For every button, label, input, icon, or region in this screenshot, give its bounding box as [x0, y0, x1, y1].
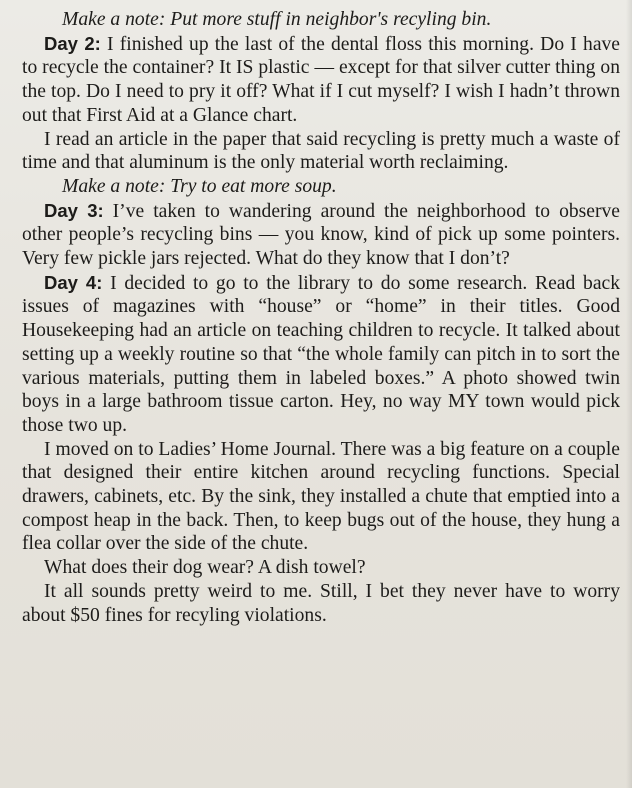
day-label: Day 4: — [44, 271, 103, 293]
entry-text: I finished up the last of the dental floss this morning. Do I have to recycle the container? It IS plastic — except for that silver cutter thing on the top. Do I need to pry it off? What if I cut myself? I wish I hadn’t thrown out that First Aid at a Glance chart. — [22, 33, 621, 126]
note-soup-line-1: Make a note: Put more stuff in neighbor's recyling bin. — [62, 9, 492, 30]
note-eat-soup: Make a note: Try to eat more soup. — [62, 175, 337, 197]
day-label: Day 3: — [44, 199, 104, 221]
entry-day-3 — [22, 199, 620, 271]
paragraph-dog: What does their dog wear? A dish towel? — [44, 557, 366, 579]
paragraph-ladies-home-journal: I moved on to Ladies’ Home Journal. There was a big feature on a couple that designed their entire kitchen around recycling functions. Special drawers, cabinets, etc. By the sink, they installed a chute that emptied into a compost heap in the back. Then, to keep bugs out of the house, they hung a flea collar over the side of the chute. — [22, 438, 620, 555]
entry-day-4 — [22, 271, 620, 438]
entry-text: I decided to go to the library to do some research. Read back issues of magazines with “house” or “home” in their titles. Good Housekeeping had an article on teaching children to recycle. It talked about setting up a weekly routine so that “the whole family can pitch in to sort the various materials, putting them in labeled boxes.” A photo showed twin boys in a large bathroom tissue carton. Hey, no way MY town would pick those two up. — [22, 272, 621, 436]
paragraph-article: I read an article in the paper that said recycling is pretty much a waste of time and that aluminum is the only material worth reclaiming. — [22, 128, 620, 174]
paragraph-closing: It all sounds pretty weird to me. Still, I bet they never have to worry about $50 fines for recyling violations. — [22, 580, 620, 626]
entry-day-2 — [22, 32, 620, 128]
day-label: Day 2: — [44, 32, 101, 54]
entry-text: I’ve taken to wandering around the neighborhood to observe other people’s recycling bins — you know, kind of pick up some pointers. Very few pickle jars rejected. What do they know that I don’t? — [22, 200, 620, 270]
paper-edge-shadow — [626, 0, 632, 788]
